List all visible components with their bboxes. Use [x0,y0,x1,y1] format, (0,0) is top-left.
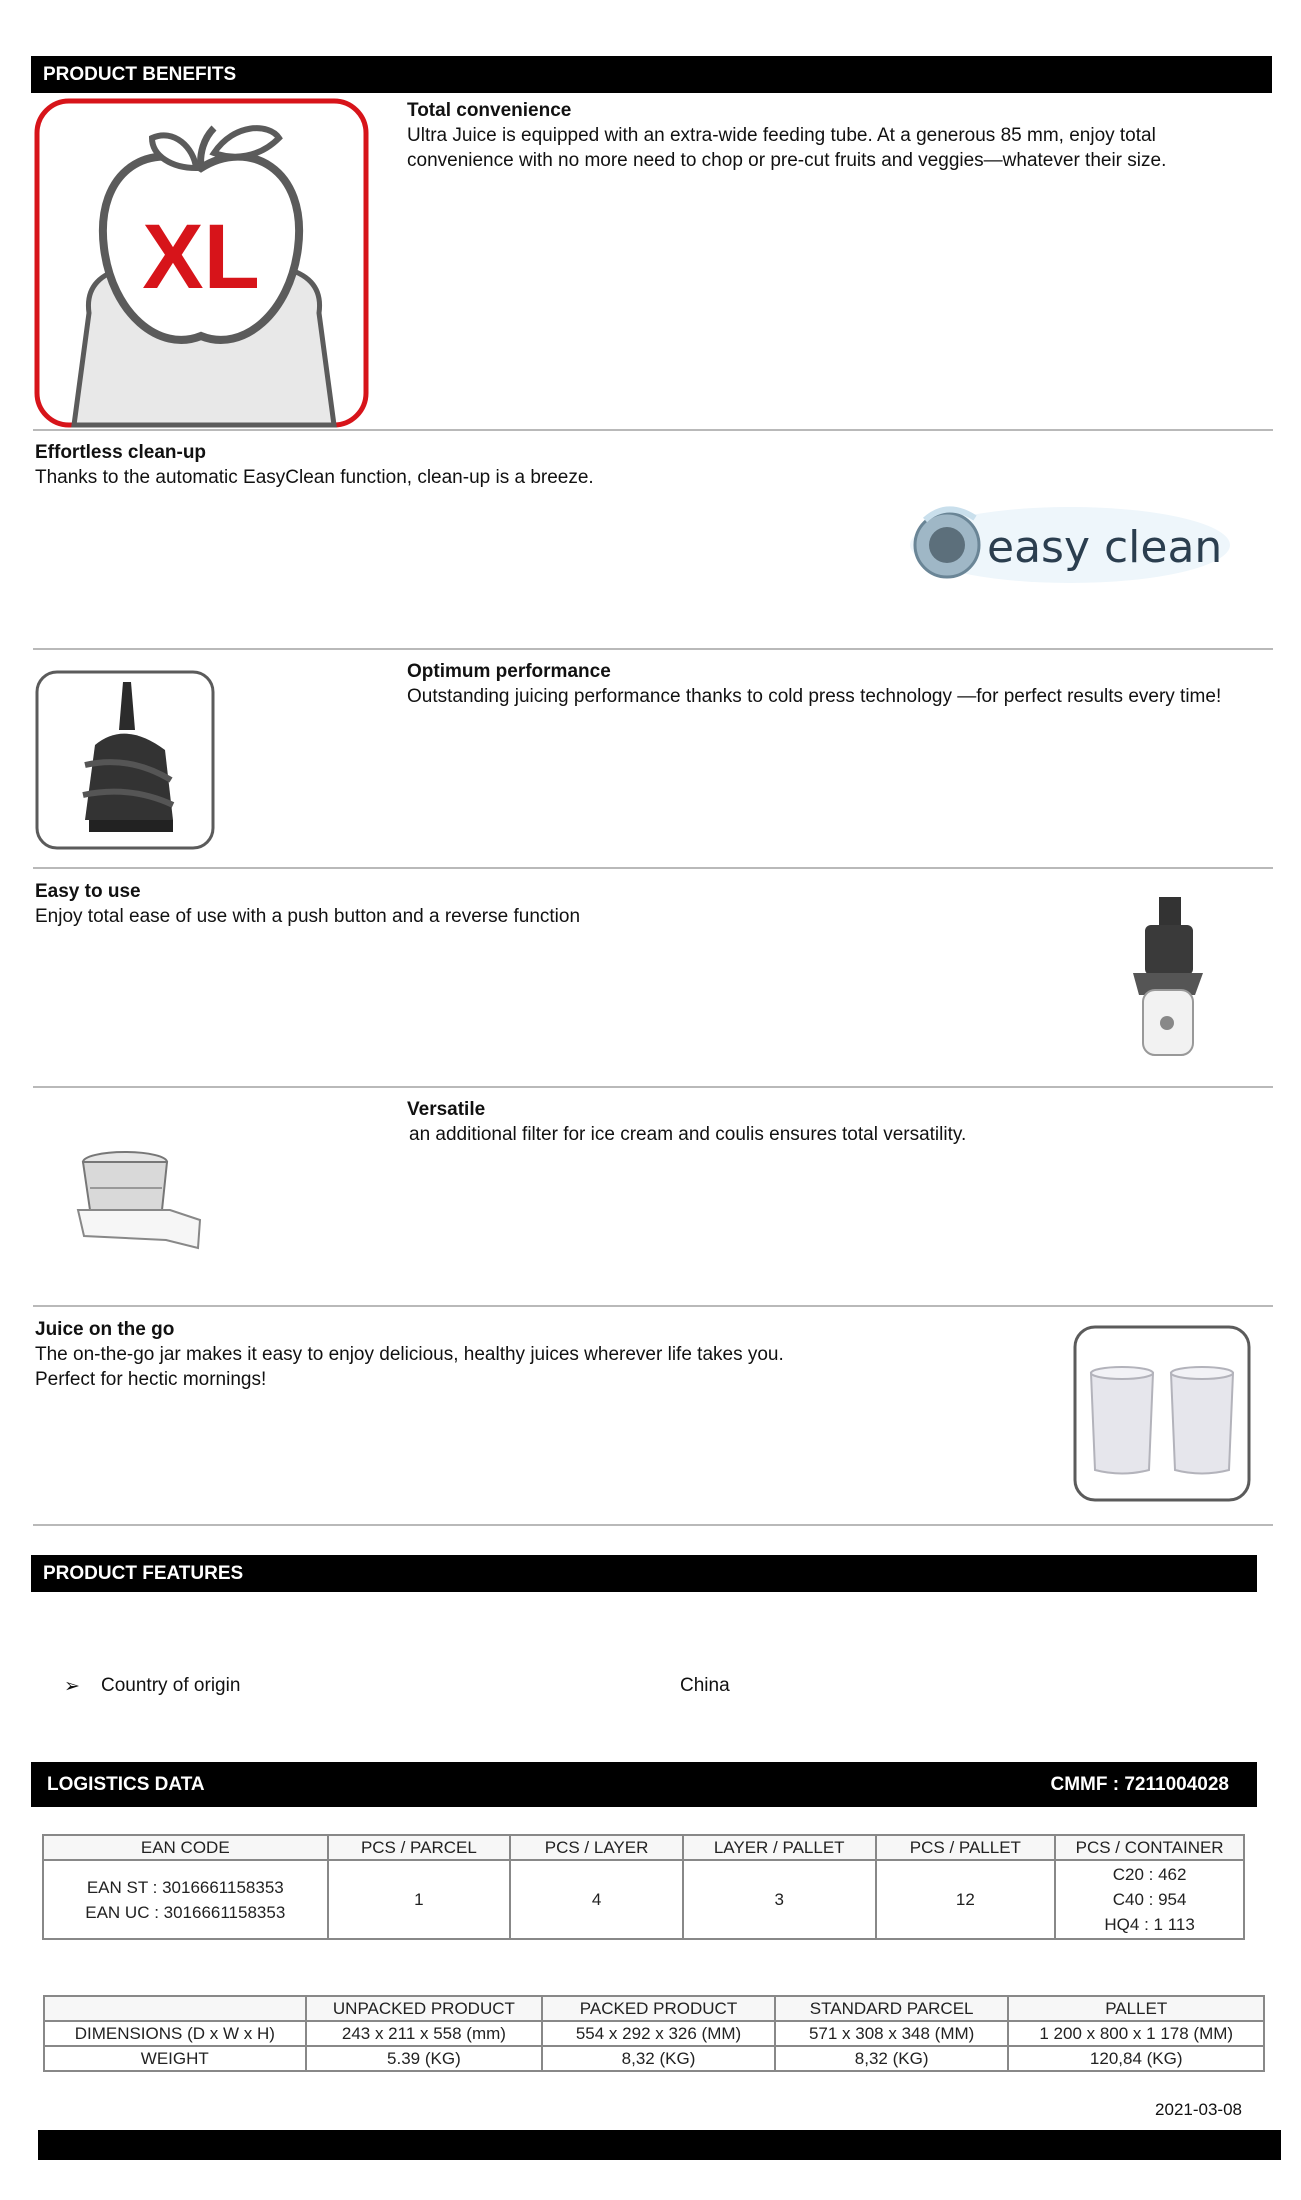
arrow-bullet-icon: ➢ [64,1676,80,1697]
benefits-header-label: PRODUCT BENEFITS [43,63,237,85]
header-packed-product: PACKED PRODUCT [542,1996,775,2021]
header-pcs-parcel: PCS / PARCEL [328,1835,511,1860]
cell: 571 x 308 x 348 (MM) [775,2021,1009,2046]
xl-badge: XL [142,206,260,308]
feature-value: China [680,1675,730,1696]
header-pallet: PALLET [1008,1996,1264,2021]
features-header [31,1555,1257,1592]
header-blank [44,1996,306,2021]
dimensions-table [43,1995,1265,2072]
container-c20: C20 : 462 [1112,1865,1187,1884]
feature-label: Country of origin [101,1675,241,1696]
benefit-easy-to-use [35,879,895,929]
feature-row [64,1675,964,1703]
header-ean-code: EAN CODE [43,1835,328,1860]
row-label-weight: WEIGHT [44,2046,306,2071]
ean-st: EAN ST : 3016661158353 [86,1877,284,1897]
footer-bar [38,2130,1281,2160]
benefit-total-convenience [407,98,1267,173]
benefit-title: Juice on the go [35,1319,175,1340]
benefit-text-line: Perfect for hectic mornings! [35,1369,267,1390]
benefit-title: Easy to use [35,881,141,902]
benefit-optimum-performance [407,659,1267,709]
benefit-text: Outstanding juicing performance thanks to cold press technology —for perfect results every time! [407,686,1222,707]
divider [33,648,1273,650]
cell: 120,84 (KG) [1008,2046,1264,2071]
benefit-text: Ultra Juice is equipped with an extra-wide feeding tube. At a generous 85 mm, enjoy total convenience with no more need to chop or pre-cut fruits and veggies—whatever their size. [407,125,1167,171]
benefit-versatile [407,1097,1267,1147]
benefit-text: Enjoy total ease of use with a push button and a reverse function [35,906,581,927]
header-pcs-container: PCS / CONTAINER [1055,1835,1244,1860]
header-standard-parcel: STANDARD PARCEL [775,1996,1009,2021]
divider [33,867,1273,869]
header-layer-pallet: LAYER / PALLET [683,1835,876,1860]
row-label-dimensions: DIMENSIONS (D x W x H) [44,2021,306,2046]
header-pcs-layer: PCS / LAYER [510,1835,683,1860]
logistics-table [42,1834,1245,1940]
cell-pcs-container [1055,1860,1244,1939]
easy-clean-logo [905,490,1235,590]
document-date: 2021-03-08 [1155,2100,1242,2119]
benefit-effortless-clean-up [35,440,895,490]
benefit-title: Optimum performance [407,661,611,682]
table-row [44,2021,1264,2046]
container-c40: C40 : 954 [1112,1890,1187,1909]
benefits-header [31,56,1272,93]
cell-ean-code [43,1860,328,1939]
filter-accessory-icon [70,1148,205,1253]
divider [33,1305,1273,1307]
auger-screw-icon [35,670,215,850]
header-unpacked-product: UNPACKED PRODUCT [306,1996,543,2021]
juicer-appliance-icon [1125,895,1210,1060]
benefit-title: Effortless clean-up [35,442,207,463]
benefit-juice-on-the-go [35,1317,935,1392]
divider [33,1524,1273,1526]
cell-pcs-parcel: 1 [328,1860,511,1939]
benefit-title: Versatile [407,1099,486,1120]
cell: 8,32 (KG) [775,2046,1009,2071]
cell: 1 200 x 800 x 1 178 (MM) [1008,2021,1264,2046]
table-row [44,2046,1264,2071]
divider [33,1086,1273,1088]
ean-uc: EAN UC : 3016661158353 [85,1902,286,1922]
easy-clean-logo-text: easy clean [987,522,1223,573]
benefit-text: an additional filter for ice cream and coulis ensures total versatility. [409,1124,967,1145]
logistics-header [31,1762,1257,1807]
container-hq4: HQ4 : 1 113 [1104,1915,1195,1934]
cell: 554 x 292 x 326 (MM) [542,2021,775,2046]
cmmf-code: CMMF : 7211004028 [1050,1773,1229,1795]
cell: 8,32 (KG) [542,2046,775,2071]
benefit-text-line: The on-the-go jar makes it easy to enjoy delicious, healthy juices wherever life takes you. [35,1344,784,1365]
cell-pcs-layer: 4 [510,1860,683,1939]
features-header-label: PRODUCT FEATURES [43,1562,244,1584]
divider [33,429,1273,431]
cell-layer-pallet: 3 [683,1860,876,1939]
cell: 243 x 211 x 558 (mm) [306,2021,543,2046]
cell: 5.39 (KG) [306,2046,543,2071]
benefit-text: Thanks to the automatic EasyClean function, clean-up is a breeze. [35,467,594,488]
benefit-title: Total convenience [407,100,572,121]
logistics-header-label: LOGISTICS DATA [47,1773,205,1795]
header-pcs-pallet: PCS / PALLET [876,1835,1056,1860]
jars-icon [1073,1325,1251,1502]
xl-apple-icon [34,98,369,428]
cell-pcs-pallet: 12 [876,1860,1056,1939]
